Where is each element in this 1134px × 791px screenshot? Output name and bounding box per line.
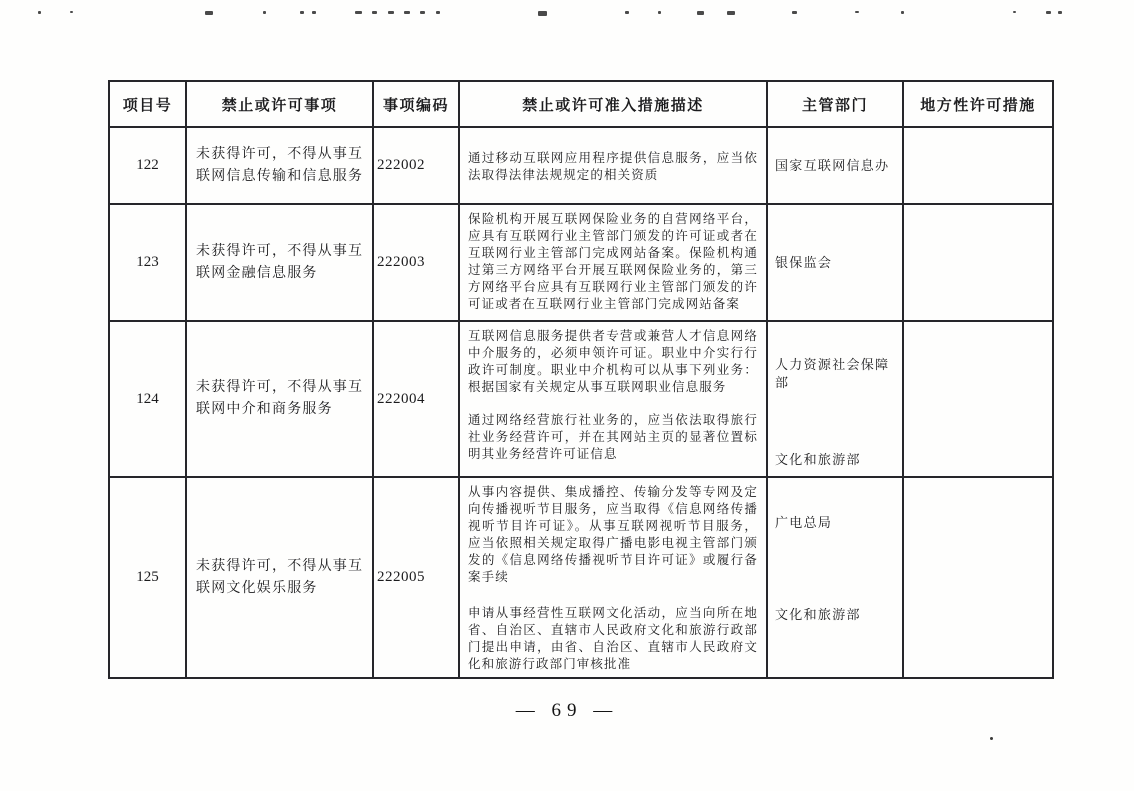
table-row-122 xyxy=(109,127,1053,204)
table-header-row xyxy=(109,81,1053,127)
scan-speck xyxy=(263,11,266,14)
scan-speck xyxy=(1013,11,1016,13)
scan-speck xyxy=(404,11,410,14)
table-row-124 xyxy=(109,321,1053,477)
measure-paragraph: 从事内容提供、集成播控、传输分发等专网及定向传播视听节目服务，应当取得《信息网络传播视听节目许可证》。从事互联网视听节目服务，应当依照相关规定取得广播电影电视主管部门颁发的《信息网络传播视听节目许可证》或履行备案手续 xyxy=(468,485,758,584)
cell-prohibited-item xyxy=(186,204,373,321)
department-name: 人力资源社会保障部 xyxy=(775,357,890,390)
table-row-125 xyxy=(109,477,1053,678)
scan-speck xyxy=(901,11,904,14)
scan-artifacts xyxy=(0,0,1134,20)
col-header-department: 主管部门 xyxy=(767,81,903,127)
scan-speck xyxy=(372,11,377,14)
cell-measure-description xyxy=(459,321,767,477)
cell-measure-description xyxy=(459,477,767,678)
cell-item-code: 222005 xyxy=(373,477,459,678)
cell-local-measures xyxy=(903,321,1053,477)
measure-paragraph: 互联网信息服务提供者专营或兼营人才信息网络中介服务的，必须申领许可证。职业中介实行行政许可制度。职业中介机构可以从事下列业务：根据国家有关规定从事互联网职业信息服务 xyxy=(468,329,758,394)
cell-item-number: 123 xyxy=(109,204,186,321)
scan-speck xyxy=(990,737,993,740)
scan-speck xyxy=(420,11,425,14)
col-header-prohibited-item: 禁止或许可事项 xyxy=(186,81,373,127)
prohibited-item-text: 未获得许可，不得从事互联网中介和商务服务 xyxy=(196,380,364,417)
scan-speck xyxy=(727,11,735,15)
cell-department xyxy=(767,477,903,678)
scan-speck xyxy=(38,11,41,14)
scan-speck xyxy=(355,11,362,14)
cell-item-number: 125 xyxy=(109,477,186,678)
scan-speck xyxy=(388,11,394,14)
scan-speck xyxy=(300,11,304,14)
department-name: 文化和旅游部 xyxy=(775,452,861,468)
cell-prohibited-item xyxy=(186,321,373,477)
department-name: 银保监会 xyxy=(775,254,833,270)
scan-speck xyxy=(855,11,859,13)
cell-item-code: 222002 xyxy=(373,127,459,204)
scan-speck xyxy=(436,11,440,14)
table-row-123 xyxy=(109,204,1053,321)
measure-paragraph: 通过网络经营旅行社业务的，应当依法取得旅行社业务经营许可，并在其网站主页的显著位置标明其业务经营许可证信息 xyxy=(468,413,758,461)
cell-department xyxy=(767,204,903,321)
scan-speck xyxy=(70,11,73,13)
license-items-table xyxy=(108,80,1054,679)
prohibited-item-text: 未获得许可，不得从事互联网信息传输和信息服务 xyxy=(196,146,364,184)
cell-local-measures xyxy=(903,127,1053,204)
cell-prohibited-item xyxy=(186,477,373,678)
col-header-local-measures: 地方性许可措施 xyxy=(903,81,1053,127)
table-container xyxy=(108,80,1054,679)
measure-paragraph: 通过移动互联网应用程序提供信息服务，应当依法取得法律法规规定的相关资质 xyxy=(468,150,758,182)
cell-local-measures xyxy=(903,204,1053,321)
measure-paragraph: 申请从事经营性互联网文化活动，应当向所在地省、自治区、直辖市人民政府文化和旅游行政部门提出申请，由省、自治区、直辖市人民政府文化和旅游行政部门审核批准 xyxy=(468,606,758,671)
department-name: 广电总局 xyxy=(775,515,833,530)
cell-item-number: 124 xyxy=(109,321,186,477)
department-name: 国家互联网信息办 xyxy=(775,157,890,173)
scan-speck xyxy=(658,11,661,14)
cell-measure-description xyxy=(459,204,767,321)
scan-speck xyxy=(697,11,704,15)
prohibited-item-text: 未获得许可，不得从事互联网文化娱乐服务 xyxy=(196,558,364,596)
col-header-measure-description: 禁止或许可准入措施描述 xyxy=(459,81,767,127)
scan-speck xyxy=(312,11,316,14)
scan-speck xyxy=(205,11,213,15)
cell-measure-description xyxy=(459,127,767,204)
cell-local-measures xyxy=(903,477,1053,678)
cell-item-code: 222004 xyxy=(373,321,459,477)
scan-speck xyxy=(1046,11,1051,14)
measure-paragraph: 保险机构开展互联网保险业务的自营网络平台，应具有互联网行业主管部门颁发的许可证或者在互联网行业主管部门完成网站备案。保险机构通过第三方网络平台开展互联网保险业务的，第三方网络平台应具有互联网行业主管部门颁发的许可证或者在互联网行业主管部门完成网站备案 xyxy=(468,212,758,311)
scan-speck xyxy=(792,11,797,14)
col-header-item-code: 事项编码 xyxy=(373,81,459,127)
cell-department xyxy=(767,127,903,204)
prohibited-item-text: 未获得许可，不得从事互联网金融信息服务 xyxy=(196,243,364,281)
cell-item-number: 122 xyxy=(109,127,186,204)
cell-department xyxy=(767,321,903,477)
cell-prohibited-item xyxy=(186,127,373,204)
scan-speck xyxy=(538,11,547,16)
page-number: — 69 — xyxy=(515,700,619,721)
col-header-item-number: 项目号 xyxy=(109,81,186,127)
scan-speck xyxy=(1058,11,1062,14)
scan-speck xyxy=(625,11,629,14)
department-name: 文化和旅游部 xyxy=(775,606,861,622)
cell-item-code: 222003 xyxy=(373,204,459,321)
